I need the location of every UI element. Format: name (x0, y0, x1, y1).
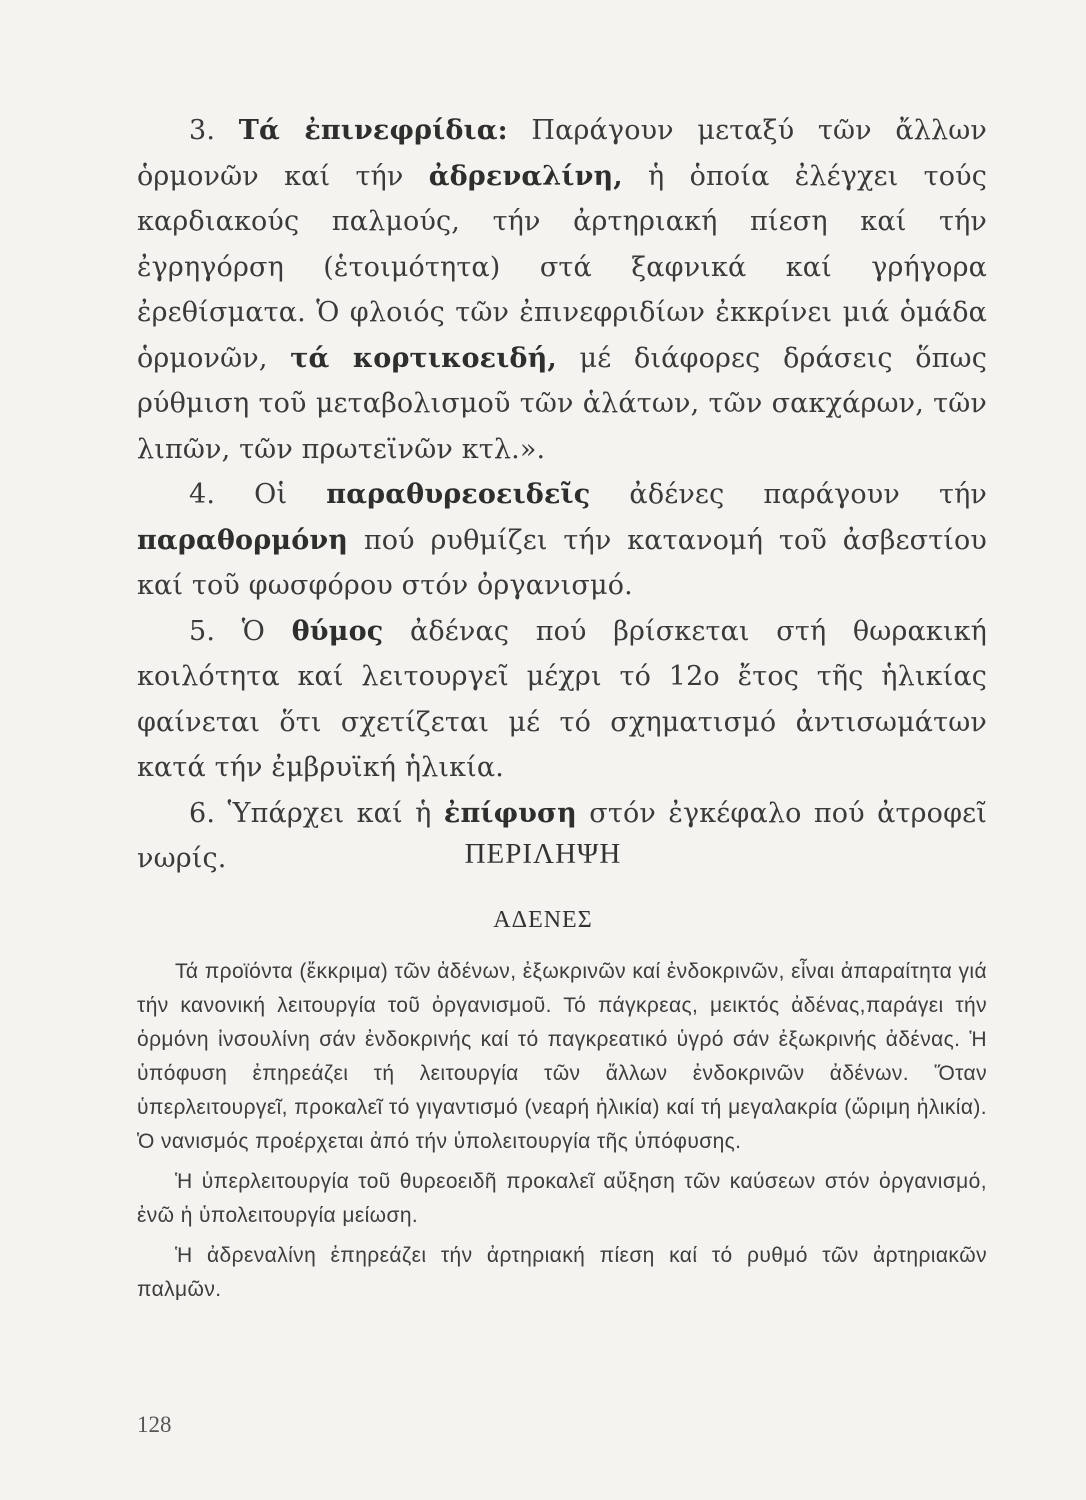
run: ἡ ὁποία ἐλέγχει τούς καρδιακούς παλμούς, τήν ἀρτηριακή πίεση καί τήν ἐγρηγόρση (ἑτοιμότητα) στά ξαφνικά καί γρήγορα ἐρεθίσματα. Ὁ φλοιός τῶν ἐπινεφριδίων ἐκκρίνει μιά ὁμάδα ὁρμονῶν, (137, 160, 987, 374)
summary-title: ΠΕΡΙΛΗΨΗ (464, 838, 622, 870)
run: 5. Ὁ (189, 615, 292, 647)
endocrine-glands-list (137, 108, 987, 882)
term-parathyroid: παραθυρεοειδεῖς (326, 479, 591, 510)
term-parathormone: παραθορμόνη (137, 524, 349, 556)
run: Παράγουν μεταξύ τῶν ἄλλων ὁρμονῶν καί τήν (137, 115, 987, 192)
paragraph-parathyroid (137, 472, 987, 609)
run: πού ρυθμίζει τήν κατανομή τοῦ ἀσβεστίου καί τοῦ φωσφόρου στόν ὀργανισμό. (137, 524, 987, 601)
summary-paragraph: Τά προϊόντα (ἔκκριμα) τῶν ἀδένων, ἐξωκρινῶν καί ἐνδοκρινῶν, εἶναι ἀπαραίτητα γιά τήν κανονική λειτουργία τοῦ ὀργανισμοῦ. Τό πάγκρεας, μεικτός ἀδένας,παράγει τήν ὁρμόνη ἰνσουλίνη σάν ἐνδοκρινής καί τό παγκρεατικό ὑγρό σάν ἐξωκρινής ἀδένας. Ἡ ὑπόφυση ἐπηρεάζει τή λειτουργία τῶν ἄλλων ἐνδοκρινῶν ἀδένων. Ὅταν ὑπερλειτουργεῖ, προκαλεῖ τό γιγαντισμό (νεαρή ἡλικία) καί τή μεγαλακρία (ὥριμη ἡλικία). Ὁ νανισμός προέρχεται ἀπό τήν ὑπολειτουργία τῆς ὑπόφυσης. (137, 960, 987, 1153)
run: στόν ἐγκέφαλο πού ἀτροφεῖ νωρίς. (137, 797, 987, 874)
term-adrenaline: ἀδρεναλίνη, (428, 160, 623, 192)
page-number: 128 (137, 1412, 172, 1437)
summary-subtitle: ΑΔΕΝΕΣ (493, 907, 593, 933)
term-pineal: ἐπίφυση (443, 797, 577, 829)
paragraph-adrenal (137, 108, 987, 472)
term-adrenal-glands: Τά ἐπινεφρίδια: (238, 115, 508, 146)
term-corticosteroids: τά κορτικοειδή, (290, 342, 557, 374)
paragraph-thymus (137, 609, 987, 791)
summary-paragraph: Ἡ ἀδρεναλίνη ἐπηρεάζει τήν ἀρτηριακή πίεση καί τό ρυθμό τῶν ἀρτηριακῶν παλμῶν. (137, 1244, 987, 1301)
run: μέ διάφορες δράσεις ὅπως ρύθμιση τοῦ μεταβολισμοῦ τῶν ἁλάτων, τῶν σακχάρων, τῶν λιπῶν, τῶν πρωτεϊνῶν κτλ.». (137, 342, 987, 465)
run: 6. Ὑπάρχει καί ἡ (189, 797, 444, 829)
summary-text (137, 955, 987, 1313)
term-thymus: θύμος (291, 615, 384, 647)
summary-paragraph: Ἡ ὑπερλειτουργία τοῦ θυρεοειδῆ προκαλεῖ αὔξηση τῶν καύσεων στόν ὀργανισμό, ἐνῶ ἡ ὑπολειτουργία μείωση. (137, 1170, 987, 1227)
run: ἀδένας πού βρίσκεται στή θωρακική κοιλότητα καί λειτουργεῖ μέχρι τό 12ο ἔτος τῆς ἡλικίας φαίνεται ὅτι σχετίζεται μέ τό σχηματισμό ἀντισωμάτων κατά τήν ἐμβρυϊκή ἡλικία. (137, 615, 987, 783)
run: 4. Οἱ (189, 479, 327, 510)
run: 3. (189, 115, 239, 146)
run: ἀδένες παράγουν τήν (590, 479, 987, 510)
